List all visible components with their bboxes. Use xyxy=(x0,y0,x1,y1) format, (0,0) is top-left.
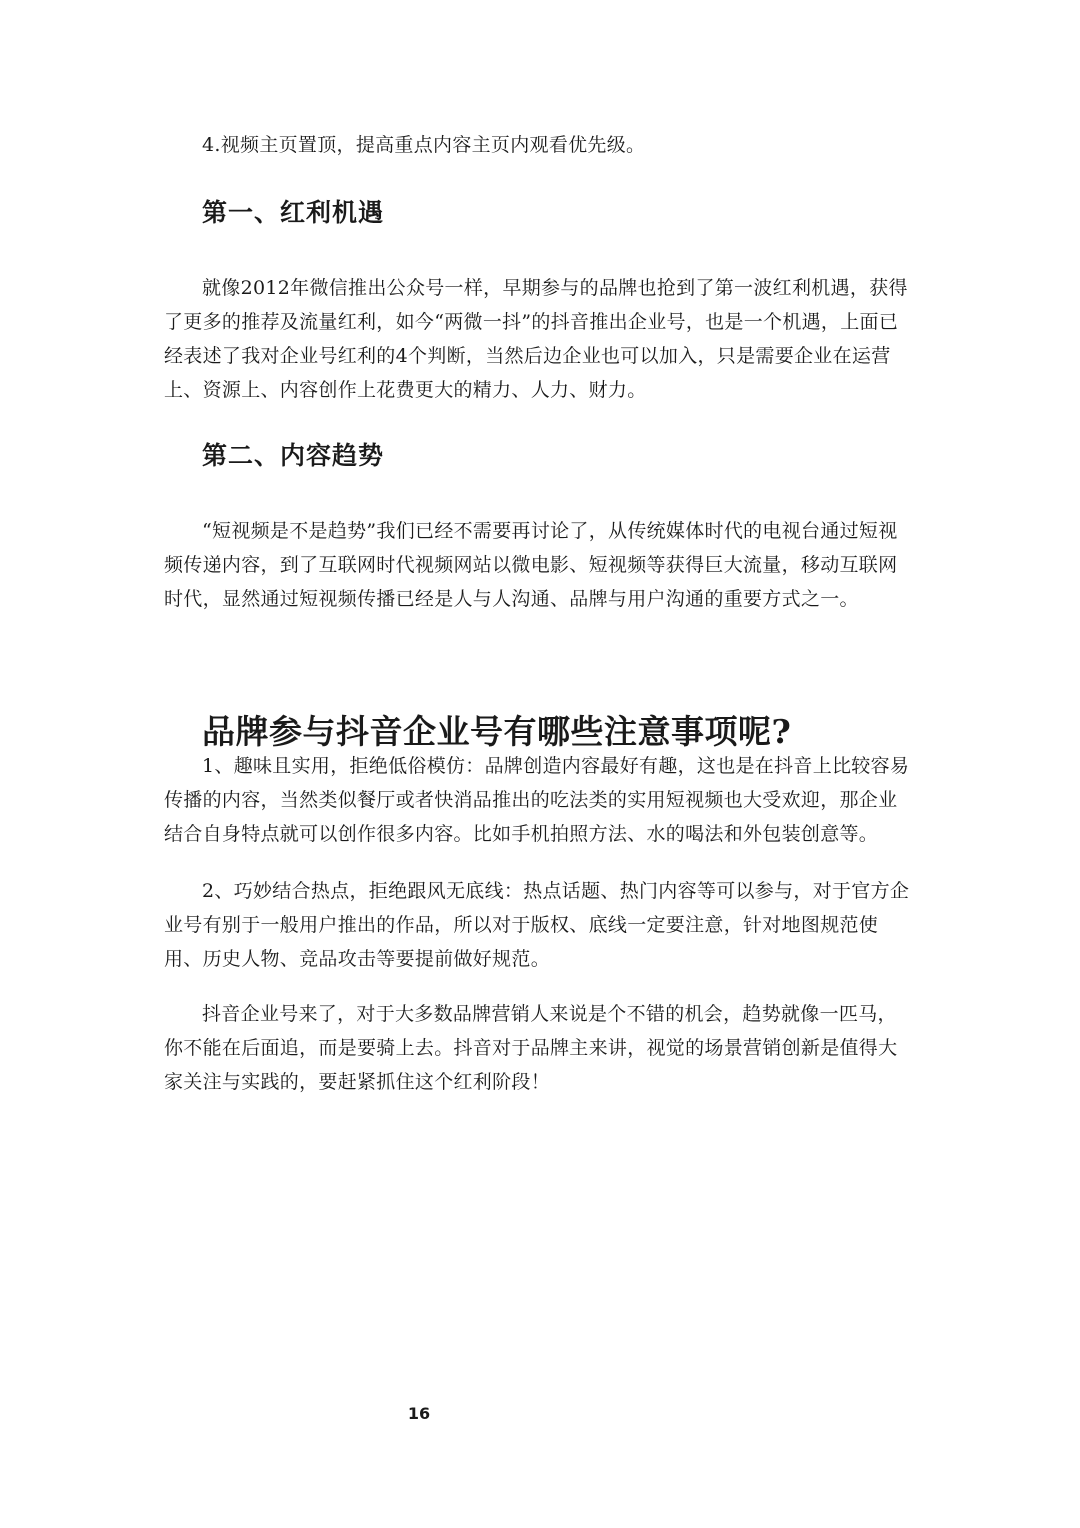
section-heading-bonus-opportunity: 第一、红利机遇 xyxy=(202,198,385,227)
page-number: 16 xyxy=(407,1404,431,1423)
precaution-point-1: 1、趣味且实用，拒绝低俗模仿：品牌创造内容最好有趣，这也是在抖音上比较容易传播的内容，当然类似餐厅或者快消品推出的吃法类的实用短视频也大受欢迎，那企业结合自身特点就可以创作很多内容。比如手机拍照方法、水的喝法和外包装创意等。 xyxy=(164,755,910,845)
section-body-bonus-opportunity: 就像2012年微信推出公众号一样，早期参与的品牌也抢到了第一波红利机遇，获得了更多的推荐及流量红利，如今“两微一抖”的抖音推出企业号，也是一个机遇，上面已经表述了我对企业号红利的4个判断，当然后边企业也可以加入，只是需要企业在运营上、资源上、内容创作上花费更大的精力、人力、财力。 xyxy=(164,277,908,401)
intro-item-4: 4.视频主页置顶，提高重点内容主页内观看优先级。 xyxy=(202,134,646,156)
section-body-content-trend: “短视频是不是趋势”我们已经不需要再讨论了，从传统媒体时代的电视台通过短视频传递内容，到了互联网时代视频网站以微电影、短视频等获得巨大流量，移动互联网时代，显然通过短视频传播已经是人与人沟通、品牌与用户沟通的重要方式之一。 xyxy=(164,520,898,610)
main-heading-precautions: 品牌参与抖音企业号有哪些注意事项呢? xyxy=(202,712,792,751)
precaution-point-2: 2、巧妙结合热点，拒绝跟风无底线：热点话题、热门内容等可以参与，对于官方企业号有别于一般用户推出的作品，所以对于版权、底线一定要注意，针对地图规范使用、历史人物、竞品攻击等要提前做好规范。 xyxy=(164,880,910,970)
section-heading-content-trend: 第二、内容趋势 xyxy=(202,441,385,470)
conclusion-paragraph: 抖音企业号来了，对于大多数品牌营销人来说是个不错的机会，趋势就像一匹马，你不能在后面追，而是要骑上去。抖音对于品牌主来讲，视觉的场景营销创新是值得大家关注与实践的，要赶紧抓住这个红利阶段！ xyxy=(164,1003,898,1093)
